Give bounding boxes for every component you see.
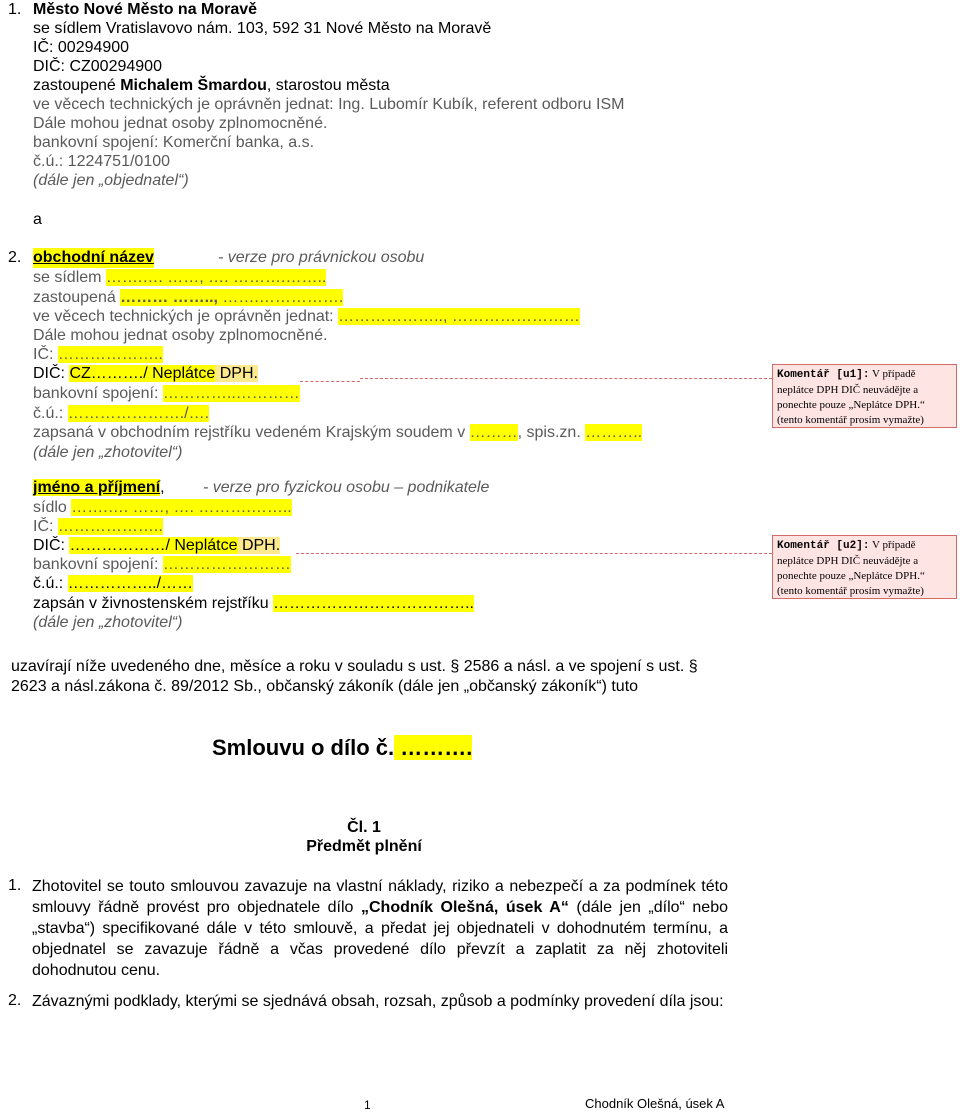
party1-bank: bankovní spojení: Komerční banka, a.s.	[33, 134, 315, 151]
party3-account: č.ú.: ……………../……	[33, 575, 194, 592]
party1-others: Dále mohou jednat osoby zplnomocněné.	[33, 115, 328, 132]
comment2-connector	[296, 553, 772, 554]
party3-alias: (dále jen „zhotovitel“)	[33, 614, 183, 631]
party1-representative: zastoupené Michalem Šmardou, starostou města	[33, 77, 390, 94]
party3-seat: sídlo …….…. ……, …. ……….……..	[33, 499, 292, 516]
party1-number: 1.	[8, 1, 22, 18]
contract-title: Smlouvu o dílo č. ……….	[212, 735, 473, 760]
party2-account: č.ú.: …………………./….	[33, 405, 210, 422]
comment1-connector-line	[360, 378, 772, 379]
comment-balloon-1[interactable]: Komentář [u1]: V případě neplátce DPH DIČ neuvádějte a ponechte pouze „Neplátce DPH.“ (tento komentář prosím vymažte)	[772, 364, 957, 428]
article-number: Čl. 1	[347, 819, 381, 836]
party2-ic: IČ: ………………..	[33, 346, 163, 363]
party3-bank: bankovní spojení: ……………………	[33, 556, 291, 573]
party2-number: 2.	[8, 249, 22, 266]
party3-dic: DIČ: ………………/ Neplátce DPH.	[33, 537, 281, 554]
party2-seat: se sídlem …….…. ……, …. ……….……..	[33, 269, 327, 286]
para1-number: 1.	[8, 877, 22, 894]
party3-name: jméno a příjmení,	[33, 479, 165, 496]
comment1-connector	[300, 381, 360, 382]
article-title: Předmět plnění	[306, 838, 422, 855]
party3-register: zapsán v živnostenském rejstříku ………………………………..	[33, 595, 474, 612]
party1-account: č.ú.: 1224751/0100	[33, 153, 171, 170]
party2-representative: zastoupená ……… …….., …….…………….	[33, 289, 344, 306]
party2-dic: DIČ: CZ………./ Neplátce DPH.	[33, 365, 258, 382]
party2-register: zapsaná v obchodním rejstříku vedeném Krajským soudem v ………, spis.zn. ………..	[33, 424, 643, 441]
party2-alias: (dále jen „zhotovitel“)	[33, 444, 183, 461]
party2-others: Dále mohou jednat osoby zplnomocněné.	[33, 327, 328, 344]
para1-text: Zhotovitel se touto smlouvou zavazuje na vlastní náklady, riziko a nebezpečí a za podmínek této smlouvy řádně provést pro objednatele dílo „Chodník Olešná, úsek A“ (dále jen „dílo“ nebo „stavba“) specifikované dále v této smlouvě, a předat jej objednateli v dohodnutém termínu, a objednatel se zavazuje řádně a včas provedené dílo převzít a zaplatit za něj zhotoviteli dohodnutou cenu.	[32, 878, 729, 979]
agreement-line-2: 2623 a násl.zákona č. 89/2012 Sb., občanský zákoník (dále jen „občanský zákoník“) tuto	[11, 678, 639, 695]
party2-bank: bankovní spojení: …………..…………	[33, 385, 300, 402]
footer-page-number: 1	[364, 1098, 371, 1112]
party2-technical: ve věcech technických je oprávněn jednat: ……………….., ……………………	[33, 308, 580, 325]
agreement-line-1: uzavírají níže uvedeného dne, měsíce a roku v souladu s ust. § 2586 a násl. a ve spojení s ust. §	[11, 658, 698, 675]
party1-name: Město Nové Město na Moravě	[33, 1, 258, 18]
para2-text: Závaznými podklady, kterými se sjednává obsah, rozsah, způsob a podmínky provedení díla jsou:	[32, 993, 724, 1010]
party2-trade-name: obchodní název	[33, 249, 154, 266]
and-text: a	[33, 211, 42, 228]
party1-ic: IČ: 00294900	[33, 39, 130, 56]
footer-title: Chodník Olešná, úsek A	[585, 1096, 725, 1111]
party2-variant: - verze pro právnickou osobu	[218, 249, 425, 266]
party3-variant: - verze pro fyzickou osobu – podnikatele	[203, 479, 490, 496]
para2-number: 2.	[8, 992, 22, 1009]
party1-technical: ve věcech technických je oprávněn jednat: Ing. Lubomír Kubík, referent odboru ISM	[33, 96, 625, 113]
party1-seat: se sídlem Vratislavovo nám. 103, 592 31 Nové Město na Moravě	[33, 20, 492, 37]
party1-alias: (dále jen „objednatel“)	[33, 172, 189, 189]
comment-balloon-2[interactable]: Komentář [u2]: V případě neplátce DPH DIČ neuvádějte a ponechte pouze „Neplátce DPH.“ (tento komentář prosím vymažte)	[772, 535, 957, 599]
party1-dic: DIČ: CZ00294900	[33, 58, 162, 75]
party3-ic: IČ: ………………..	[33, 518, 163, 535]
